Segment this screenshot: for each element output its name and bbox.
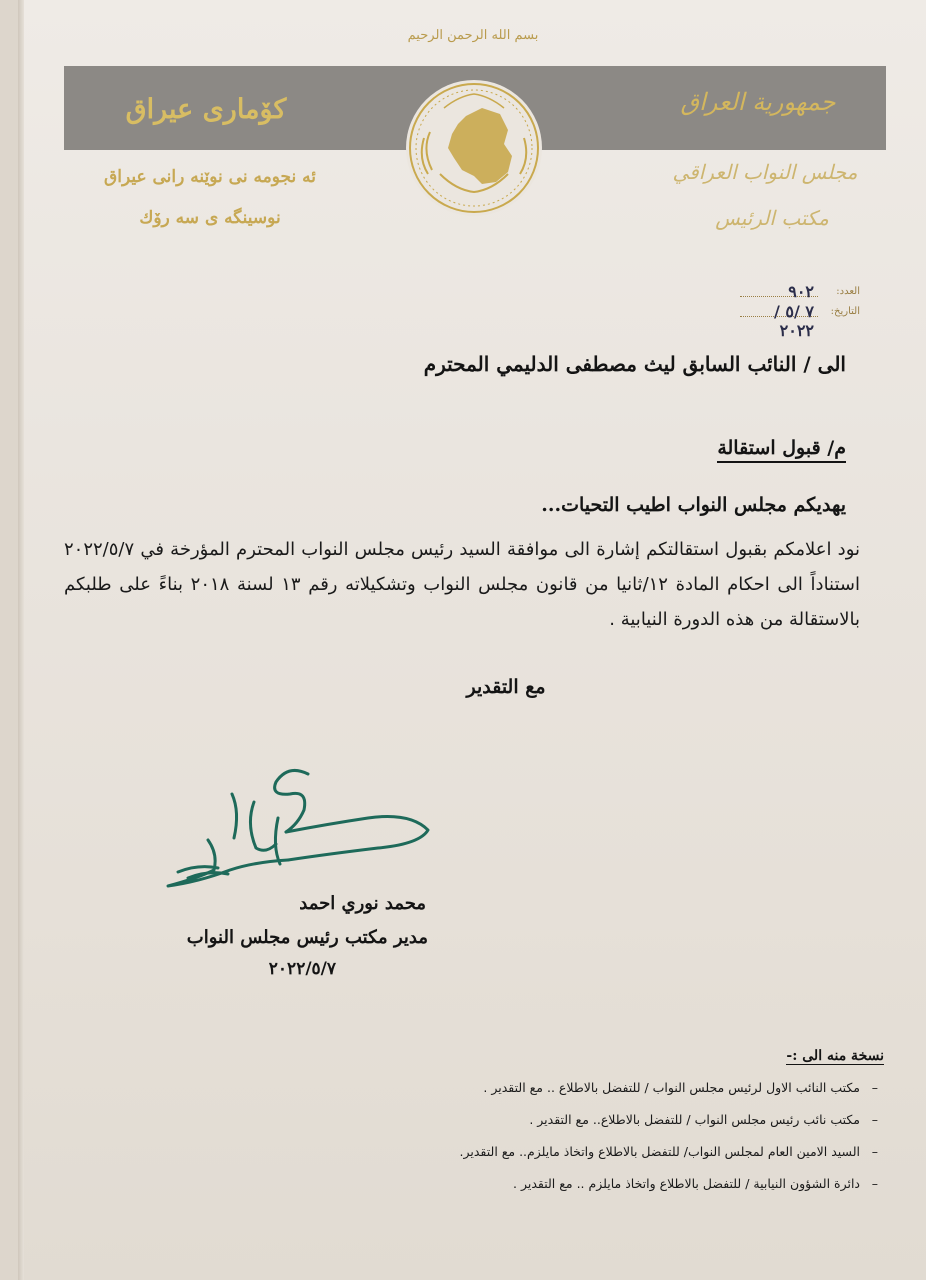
- subject-line: [126, 437, 846, 459]
- handwritten-signature: [158, 760, 438, 895]
- signatory-date: ٢٠٢٢/٥/٧: [268, 959, 336, 979]
- reference-number-value: ٩٠٢: [788, 282, 814, 301]
- kurdish-republic-title: كۆماری عیراق: [125, 94, 287, 125]
- arabic-council-name: مجلس النواب العراقي: [672, 160, 858, 184]
- paper-edge: [18, 0, 24, 1280]
- copies-heading: [584, 1048, 884, 1064]
- kurdish-council-name: ئه نجومه نی نوێنه رانی عیراق: [104, 167, 316, 187]
- copies-list: [178, 1077, 878, 1205]
- greeting-line: يهديكم مجلس النواب اطيب التحيات...: [541, 494, 846, 516]
- kurdish-office-name: نوسینگه ی سه رۆك: [139, 208, 281, 228]
- letter-body: نود اعلامكم بقبول استقالتكم إشارة الى موافقة السيد رئيس مجلس النواب المحترم المؤرخة في ٢٠٢٢/٥/٧ استناداً الى احكام المادة ١٢/ثانيا من قانون مجلس النواب وتشكيلاته رقم ١٣ لسنة ٢٠١٨ بناءً على طلبكم بالاستقالة من هذه الدورة النيابية .: [64, 539, 860, 630]
- copies-list-item: – مكتب نائب رئيس مجلس النواب / للتفضل بالاطلاع.. مع التقدير .: [529, 1112, 878, 1127]
- copies-list-item: – مكتب النائب الاول لرئيس مجلس النواب / للتفضل بالاطلاع .. مع التقدير .: [483, 1080, 878, 1095]
- reference-date-value: ٧ /٥ /٢٠٢٢: [773, 302, 814, 340]
- arabic-office-name: مكتب الرئيس: [715, 206, 829, 230]
- reference-number-label: العدد:: [836, 286, 860, 297]
- signatory-name: محمد نوري احمد: [299, 893, 426, 914]
- reference-date-label: التاريخ:: [830, 306, 860, 317]
- reference-date: [740, 302, 860, 340]
- arabic-republic-title: جمهورية العراق: [680, 88, 836, 116]
- copies-heading-text: نسخة منه الى :-: [786, 1048, 884, 1064]
- basmala-header: بسم الله الرحمن الرحيم: [407, 28, 539, 43]
- signatory-title: مدير مكتب رئيس مجلس النواب: [186, 927, 428, 948]
- iraq-emblem-icon: [404, 78, 544, 218]
- copies-list-item: – السيد الامين العام لمجلس النواب/ للتفضل بالاطلاع واتخاذ مايلزم.. مع التقدير.: [459, 1144, 878, 1159]
- closing-line: [126, 676, 846, 698]
- recipient-line: الى / النائب السابق ليث مصطفى الدليمي المحترم: [423, 352, 846, 376]
- subject-text: م/ قبول استقالة: [717, 437, 846, 463]
- closing-text: مع التقدير: [466, 676, 546, 698]
- copies-list-item: – دائرة الشؤون النيابية / للتفضل بالاطلاع واتخاذ مايلزم .. مع التقدير .: [513, 1176, 878, 1191]
